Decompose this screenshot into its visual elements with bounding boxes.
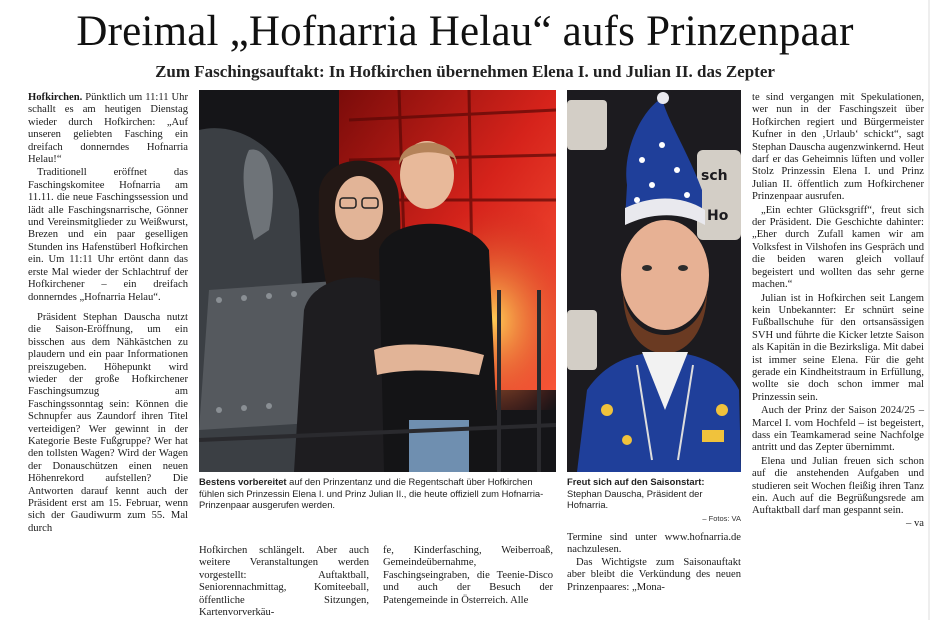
- article-column-1: [28, 92, 188, 535]
- col5-paragraph-1: te sind vergangen mit Spekulationen, wer nun in der Faschingszeit über Hofkirchen regiert und Bürgermeister Kufner in den ‚Urlaub‘ schickt“, sagt Stephan Dauscha augenzwinkernd. Heut darf er das Geheimnis lüften und voller Stolz Prinzessin Elena I. und Prinz Julian II. öffentlich zum Hofkirchener Prinzenpaar ausrufen.: [752, 92, 924, 203]
- caption-text-2: Stephan Dauscha, Präsident der Hofnarria.: [567, 487, 703, 511]
- president-photo-caption: [567, 476, 741, 524]
- col5-paragraph-2: „Ein echter Glücksgriff“, freut sich der Präsident. Die Geschichte dahinter: „Eher durch Zufall kamen wir am Volksfest in Vilshofen ins Gespräch und die beiden waren gleich vollauf begeistert und wollten das sehr gerne machen.“: [752, 204, 924, 291]
- bottom-col4-text-2: Das Wichtigste zum Saisonauftakt aber bleibt die Verkündung des neuen Prinzenpaares: „Mona-: [567, 556, 741, 593]
- col5-paragraph-5-text: Elena und Julian freuen sich schon auf die anstehenden Aufgaben und studieren seit Wochen fleißig ihren Tanz ein. Auch auf die Begrüßungsrede am Auftaktball darf man gespannt sein.: [752, 455, 924, 517]
- col5-paragraph-4: Auch der Prinz der Saison 2024/25 – Marcel I. vom Hochfeld – ist begeistert, dass ein Teamkamerad seine Nachfolge antritt und das Zepter übernimmt.: [752, 405, 924, 454]
- paragraph-1-text: Pünktlich um 11:11 Uhr schallt es am heutigen Dienstag wieder durch Hofkirchen: „Auf unseren geliebten Fasching ein dreifach donnerndes Hofnarria Helau!“: [28, 92, 188, 166]
- couple-photo-illustration: [199, 90, 556, 472]
- caption-text: auf den Prinzentanz und die Regentschaft über Hofkirchen fühlen sich Prinzessin Elena I. und Prinz Julian II., die heute offiziell zum Hofnarria-Prinzenpaar ausgerufen werden.: [199, 476, 544, 511]
- bottom-column-4: [567, 532, 741, 594]
- bottom-col4-text-1: Termine sind unter www.hofnarria.de nachzulesen.: [567, 532, 741, 556]
- background-logo-text: sch: [701, 168, 728, 184]
- background-logo-text-2: Ho: [707, 208, 729, 224]
- caption-lead: Bestens vorbereitet: [199, 476, 287, 487]
- couple-photo: [199, 90, 556, 472]
- col5-paragraph-3: Julian ist in Hofkirchen seit Langem kein Unbekannter: Er schnürt seine Fußballschuhe für den ortsansässigen SVH und führte die Kicker letzte Saison als Kapitän in die Bezirksliga. Mit dabei ist immer seine Elena. Für die geht gerade ein Kindheitstraum in Erfüllung, wollte sie doch schon immer mal Prinzessin sein.: [752, 292, 924, 403]
- article-headline: Dreimal „Hofnarria Helau“ aufs Prinzenpaar: [76, 8, 854, 55]
- caption-lead-2: Freut sich auf den Saisonstart:: [567, 476, 705, 487]
- bottom-col2-text: Hofkirchen schlängelt. Aber auch weitere Veranstaltungen werden vorgestellt: Auftaktball, Seniorennachmittag, Komiteeball, öffentliche Sitzungen, Kartenvorverkäu-: [199, 545, 369, 619]
- article-column-5: [752, 92, 924, 530]
- bottom-col3-text: fe, Kinderfasching, Weiberroaß, Gemeindeübernahme, Faschingseingraben, die Teenie-Disco und auch der Besuch der Patengemeinde in Österreich. Alle: [383, 545, 553, 606]
- col5-paragraph-5: [752, 455, 924, 529]
- photo-credit: – Fotos: VA: [702, 513, 741, 523]
- president-photo-illustration: [567, 90, 741, 472]
- couple-photo-caption: [199, 476, 557, 511]
- article-subheadline: Zum Faschingsauftakt: In Hofkirchen übernehmen Elena I. und Julian II. das Zepter: [155, 62, 775, 81]
- dateline: Hofkirchen.: [28, 92, 83, 103]
- paragraph-2: Traditionell eröffnet das Faschingskomitee Hofnarria am 11.11. die neue Faschingssession und lädt alle Faschingsnarrische, Gönner und Vereinsmitglieder zu Weißwurst, Brezen und ein paar geselligen Stunden ins Hafenstüberl Hofkirchen ein. Um 11:11 Uhr ertönt dann das erste Mal wieder der Schlachtruf der Hofkirchener – ein dreifach donnerndes „Hofnarria Helau“.: [28, 167, 188, 303]
- bottom-column-2: [199, 545, 369, 619]
- bottom-column-3: [383, 545, 553, 607]
- paragraph-3: Präsident Stephan Dauscha nutzt die Saison-Eröffnung, um ein bisschen aus dem Nähkästchen zu plaudern und ein paar Informationen preiszugeben. Höhepunkt wird wieder der große Hofkirchener Faschingsumzug am Faschingssonntag sein: Können die Schnupfer aus Zaundorf ihren Titel verteidigen? Wer gewinnt in der Kategorie Beste Fußgruppe? Wer hat den tollsten Wagen? Wird der Wagen der Donauschützen einen neuen Höhenrekord aufstellen? Die Antworten darauf kennt auch der Präsident erst am 15. Februar, wenn sich der Gaudiwurm zum 55. Mal durch: [28, 311, 188, 534]
- author-signoff: – va: [906, 517, 924, 529]
- paragraph-1: [28, 92, 188, 166]
- president-photo: [567, 90, 741, 472]
